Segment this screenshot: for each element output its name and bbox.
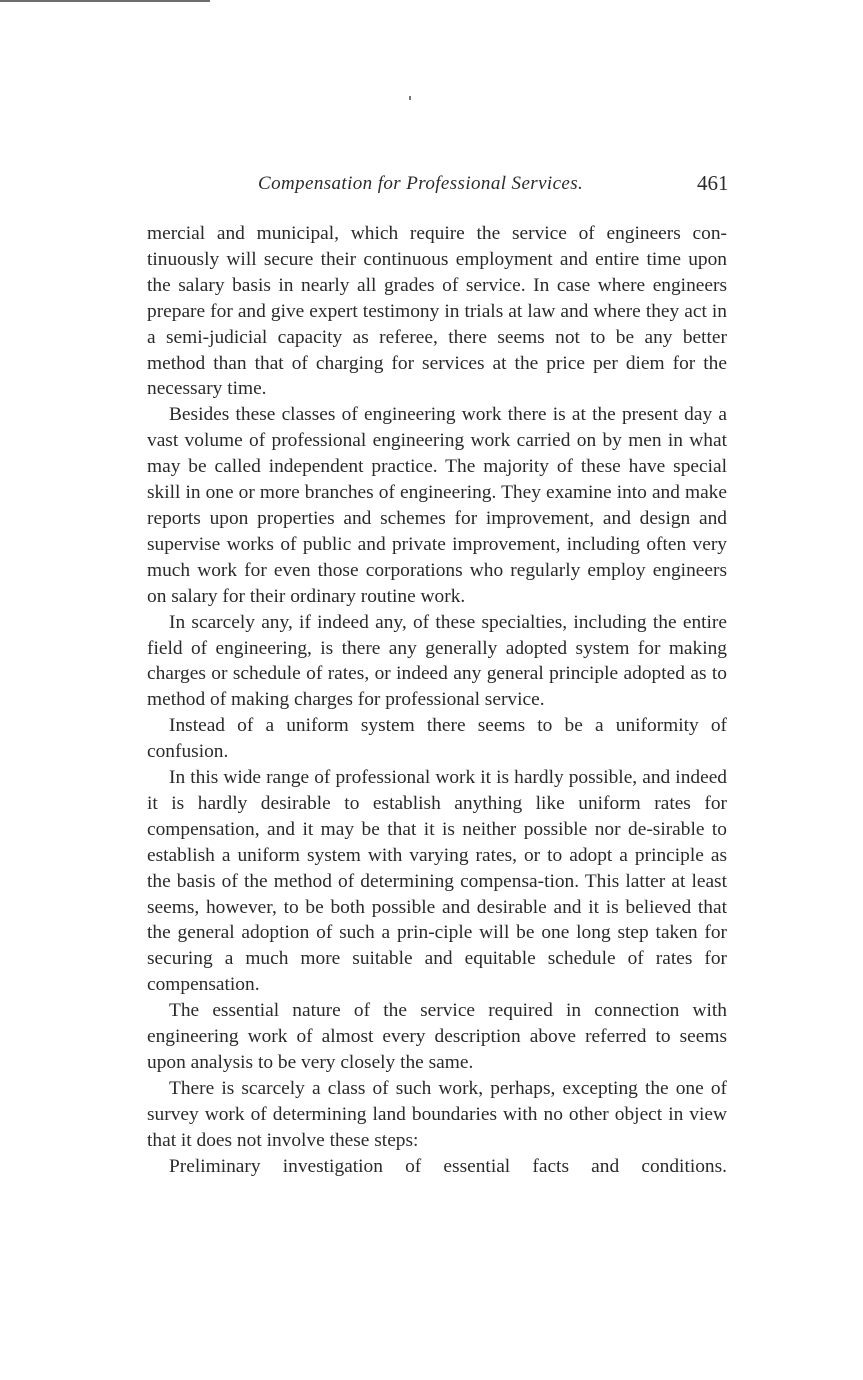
paragraph: In scarcely any, if indeed any, of these specialties, including the entire field of engineering, is there any generally adopted system for making charges or schedule of rates, or indeed any general principle adopted as to method of making charges for professional service. — [147, 611, 727, 711]
paragraph: In this wide range of professional work it is hardly possible, and indeed it is hardly desirable to establish anything like uniform rates for compensation, and it may be that it is neither possible nor de-sirable to establish a uniform system with varying rates, or to adopt a principle as the basis of the method of determining compensa-tion. This latter at least seems, however, to be both possible and desirable and it is believed that the general adoption of such a prin-ciple will be one long step taken for securing a much more suitable and equitable schedule of rates for compensation. — [147, 767, 727, 996]
body-text — [147, 221, 727, 1180]
scan-speck — [409, 96, 411, 100]
scan-edge-rule — [0, 0, 210, 2]
paragraph: The essential nature of the service required in connection with engineering work of almost every description above referred to seems upon analysis to be very closely the same. — [147, 1000, 727, 1073]
paragraph: There is scarcely a class of such work, perhaps, excepting the one of survey work of determining land boundaries with no other object in view that it does not involve these steps: — [147, 1077, 727, 1151]
paragraph: Besides these classes of engineering work there is at the present day a vast volume of professional engineering work carried on by men in what may be called independent practice. The majority of these have special skill in one or more branches of engineering. They examine into and make reports upon properties and schemes for improvement, and design and supervise works of public and private improvement, including often very much work for even those corporations who regularly employ engineers on salary for their ordinary routine work. — [147, 404, 727, 607]
running-head: Compensation for Professional Services. — [258, 173, 584, 194]
page-number: 461 — [697, 171, 729, 195]
paragraph: Instead of a uniform system there seems to be a uniformity of confusion. — [147, 715, 727, 763]
paragraph: mercial and municipal, which require the service of engineers con-tinuously will secure their continuous employment and entire time upon the salary basis in nearly all grades of service. In case where engineers prepare for and give expert testimony in trials at law and where they act in a semi-judicial capacity as referee, there seems not to be any better method than that of charging for services at the price per diem for the necessary time. — [147, 223, 727, 400]
paragraph: Preliminary investigation of essential facts and conditions. — [169, 1155, 727, 1177]
